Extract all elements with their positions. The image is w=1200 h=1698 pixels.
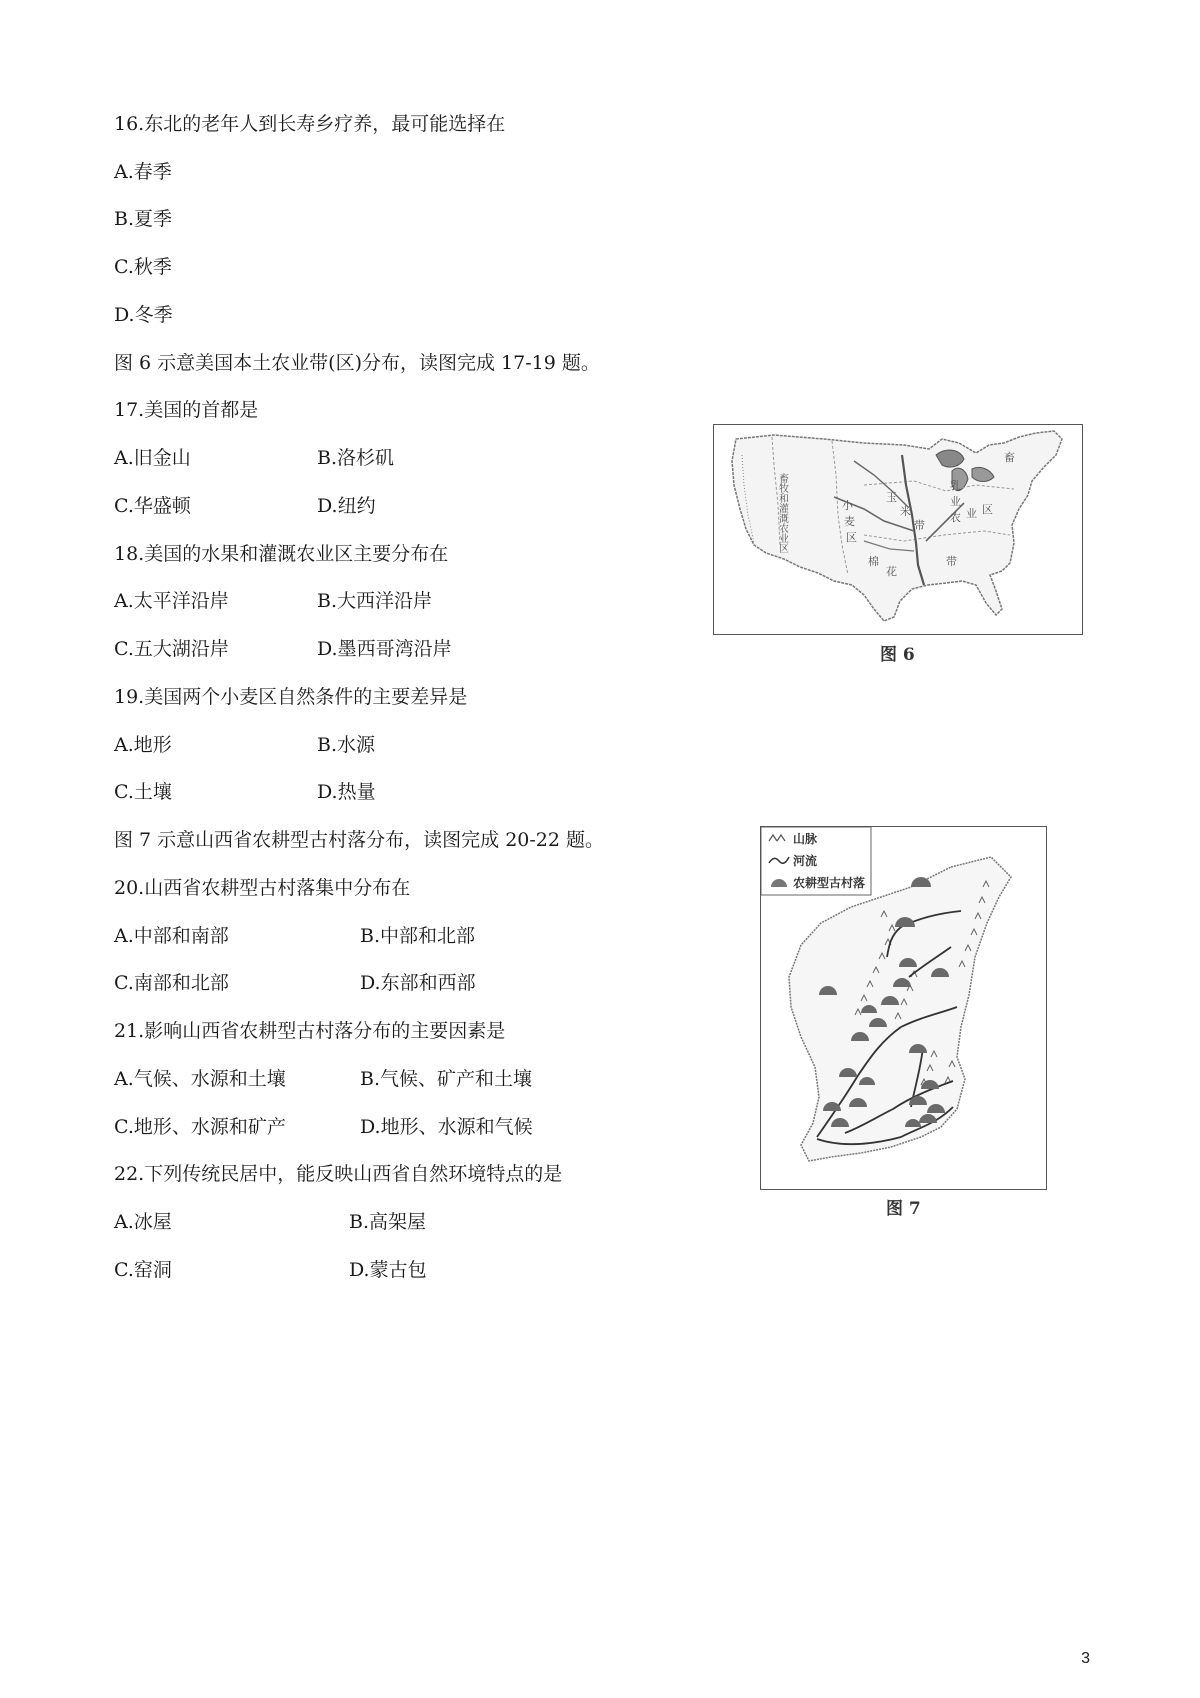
fig6-label-dai: 带 [914, 519, 925, 532]
q21-option-b: B.气候、矿产和土壤 [360, 1068, 533, 1090]
q22-stem: 22.下列传统民居中，能反映山西省自然环境特点的是 [114, 1163, 563, 1185]
q20-option-d: D.东部和西部 [360, 972, 476, 994]
figure7-intro: 图 7 示意山西省农耕型古村落分布，读图完成 20-22 题。 [114, 829, 605, 851]
q17-option-a: A.旧金山 [114, 447, 191, 469]
q16-option-d: D.冬季 [114, 304, 173, 326]
fig6-label-chu: 畜 [1004, 451, 1015, 464]
q22-option-b: B.高架屋 [349, 1211, 427, 1233]
q19-option-b: B.水源 [317, 734, 376, 756]
q21-stem: 21.影响山西省农耕型古村落分布的主要因素是 [114, 1020, 506, 1042]
legend-village-label: 农耕型古村落 [793, 876, 866, 890]
q19-stem: 19.美国两个小麦区自然条件的主要差异是 [114, 686, 468, 708]
fig6-label-mai: 麦 [844, 515, 855, 528]
fig6-label-ru: 乳 [950, 479, 961, 492]
q20-option-a: A.中部和南部 [114, 925, 229, 947]
fig6-label-qu: 区 [846, 531, 857, 544]
q22-option-d: D.蒙古包 [349, 1259, 427, 1281]
q17-option-b: B.洛杉矶 [317, 447, 395, 469]
figure7-caption: 图 7 [886, 1199, 921, 1219]
legend-mountain-label: 山脉 [793, 832, 818, 846]
fig6-label-xiao: 小 [842, 499, 853, 512]
q16-stem: 16.东北的老年人到长寿乡疗养，最可能选择在 [114, 113, 506, 135]
q21-option-c: C.地形、水源和矿产 [114, 1116, 286, 1138]
legend-river-label: 河流 [793, 854, 818, 868]
q21-option-d: D.地形、水源和气候 [360, 1116, 533, 1138]
fig6-label-nong: 农 [950, 511, 961, 524]
fig6-label-hua: 花 [886, 565, 897, 578]
q16-option-c: C.秋季 [114, 256, 172, 278]
q18-option-b: B.大西洋沿岸 [317, 590, 433, 612]
q17-stem: 17.美国的首都是 [114, 399, 259, 421]
figure6-us-agriculture-map [713, 424, 1083, 635]
q18-option-c: C.五大湖沿岸 [114, 638, 229, 660]
figure7-shanxi-village-map [760, 826, 1047, 1190]
figure6-caption: 图 6 [880, 645, 915, 665]
q19-option-c: C.土壤 [114, 781, 172, 803]
q17-option-c: C.华盛顿 [114, 495, 191, 517]
q22-option-c: C.窑洞 [114, 1259, 172, 1281]
q20-option-c: C.南部和北部 [114, 972, 229, 994]
fig6-label-livestock: 畜牧和灌溉农业区 [776, 473, 788, 553]
q18-stem: 18.美国的水果和灌溉农业区主要分布在 [114, 543, 449, 565]
fig6-label-yu: 玉 [886, 491, 897, 504]
q20-option-b: B.中部和北部 [360, 925, 476, 947]
fig6-label-qu2: 区 [982, 503, 993, 516]
q18-option-a: A.太平洋沿岸 [114, 590, 229, 612]
q19-option-d: D.热量 [317, 781, 376, 803]
q16-option-a: A.春季 [114, 161, 172, 183]
figure6-intro: 图 6 示意美国本土农业带(区)分布，读图完成 17-19 题。 [114, 352, 600, 374]
q18-option-d: D.墨西哥湾沿岸 [317, 638, 452, 660]
q21-option-a: A.气候、水源和土壤 [114, 1068, 286, 1090]
fig6-label-mi: 米 [900, 505, 911, 518]
q19-option-a: A.地形 [114, 734, 172, 756]
q17-option-d: D.纽约 [317, 495, 376, 517]
fig6-label-mian: 棉 [868, 555, 879, 568]
q22-option-a: A.冰屋 [114, 1211, 172, 1233]
page-number: 3 [1081, 1650, 1090, 1667]
fig6-label-dai2: 带 [946, 555, 957, 568]
q16-option-b: B.夏季 [114, 208, 173, 230]
fig6-label-ye2: 业 [950, 495, 961, 508]
fig6-label-ye: 业 [966, 507, 977, 520]
q20-stem: 20.山西省农耕型古村落集中分布在 [114, 877, 411, 899]
